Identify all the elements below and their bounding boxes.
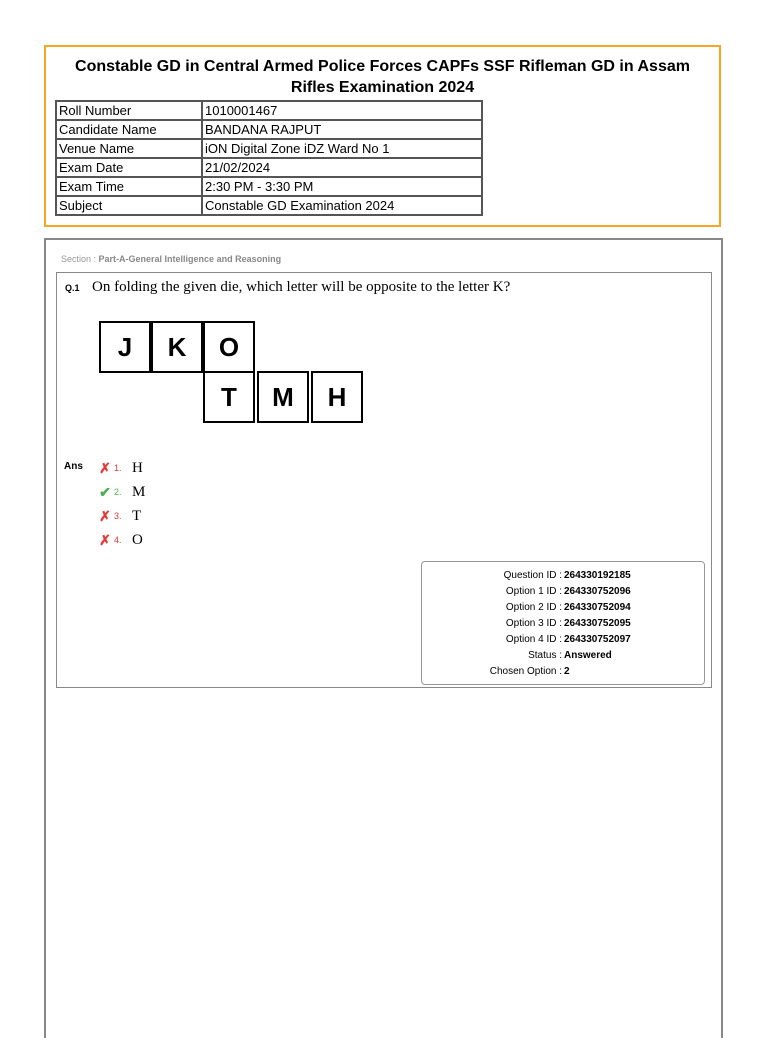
question-number: Q.1 <box>65 283 80 293</box>
meta-label: Option 2 ID : <box>505 602 562 613</box>
meta-value: 264330752095 <box>564 618 631 629</box>
info-label: Exam Date <box>56 158 202 177</box>
meta-label: Option 3 ID : <box>505 618 562 629</box>
answer-option-4 <box>98 529 143 551</box>
table-row <box>56 177 482 196</box>
exam-title <box>46 56 719 98</box>
meta-label: Question ID : <box>503 570 562 581</box>
option-text: O <box>132 531 143 548</box>
table-row <box>56 101 482 120</box>
die-face: T <box>203 371 255 423</box>
meta-row <box>422 648 704 664</box>
section-label <box>61 254 281 264</box>
info-value: 21/02/2024 <box>202 158 482 177</box>
meta-value: 264330752094 <box>564 602 631 613</box>
table-row <box>56 120 482 139</box>
check-icon: ✔ <box>99 483 111 500</box>
meta-value: Answered <box>564 650 612 661</box>
die-face: H <box>311 371 363 423</box>
option-text: M <box>132 483 146 500</box>
answer-option-1 <box>98 457 143 479</box>
question-text: On folding the given die, which letter will be opposite to the letter K? <box>92 279 511 295</box>
option-text: T <box>132 507 142 524</box>
option-text: H <box>132 459 143 476</box>
info-label: Candidate Name <box>56 120 202 139</box>
meta-row <box>422 664 704 680</box>
meta-value: 264330192185 <box>564 570 631 581</box>
meta-label: Chosen Option : <box>489 666 562 677</box>
question-meta-box <box>421 561 705 685</box>
table-row <box>56 196 482 215</box>
meta-label: Status : <box>528 650 562 661</box>
question-panel <box>44 238 723 1038</box>
question-card <box>56 272 712 688</box>
meta-label: Option 1 ID : <box>505 586 562 597</box>
meta-value: 264330752097 <box>564 634 631 645</box>
section-prefix: Section : <box>61 254 99 264</box>
table-row <box>56 158 482 177</box>
meta-row <box>422 568 704 584</box>
die-face: K <box>151 321 203 373</box>
table-row <box>56 139 482 158</box>
info-value: 1010001467 <box>202 101 482 120</box>
exam-title-line2: Rifles Examination 2024 <box>290 79 475 96</box>
section-name: Part-A-General Intelligence and Reasoning <box>98 254 282 264</box>
info-value: iON Digital Zone iDZ Ward No 1 <box>202 139 482 158</box>
option-number: 3. <box>114 511 122 521</box>
meta-row <box>422 600 704 616</box>
option-number: 2. <box>114 487 122 497</box>
info-label: Subject <box>56 196 202 215</box>
meta-value: 264330752096 <box>564 586 631 597</box>
die-face: M <box>257 371 309 423</box>
die-net-figure <box>99 321 367 451</box>
option-number: 1. <box>114 463 122 473</box>
info-value: 2:30 PM - 3:30 PM <box>202 177 482 196</box>
info-value: BANDANA RAJPUT <box>202 120 482 139</box>
info-label: Roll Number <box>56 101 202 120</box>
cross-icon: ✗ <box>99 507 111 524</box>
answer-option-3 <box>98 505 141 527</box>
exam-title-line1: Constable GD in Central Armed Police Forces CAPFs SSF Rifleman GD in Assam <box>75 58 690 75</box>
info-value: Constable GD Examination 2024 <box>202 196 482 215</box>
answer-label: Ans <box>64 461 83 472</box>
cross-icon: ✗ <box>99 459 111 476</box>
candidate-info-table <box>55 100 483 216</box>
die-face: J <box>99 321 151 373</box>
option-number: 4. <box>114 535 122 545</box>
meta-label: Option 4 ID : <box>505 634 562 645</box>
meta-row <box>422 632 704 648</box>
meta-value: 2 <box>564 666 570 677</box>
answer-option-2 <box>98 481 145 503</box>
cross-icon: ✗ <box>99 531 111 548</box>
meta-row <box>422 616 704 632</box>
info-label: Exam Time <box>56 177 202 196</box>
exam-header <box>44 45 721 227</box>
info-label: Venue Name <box>56 139 202 158</box>
die-face: O <box>203 321 255 373</box>
meta-row <box>422 584 704 600</box>
